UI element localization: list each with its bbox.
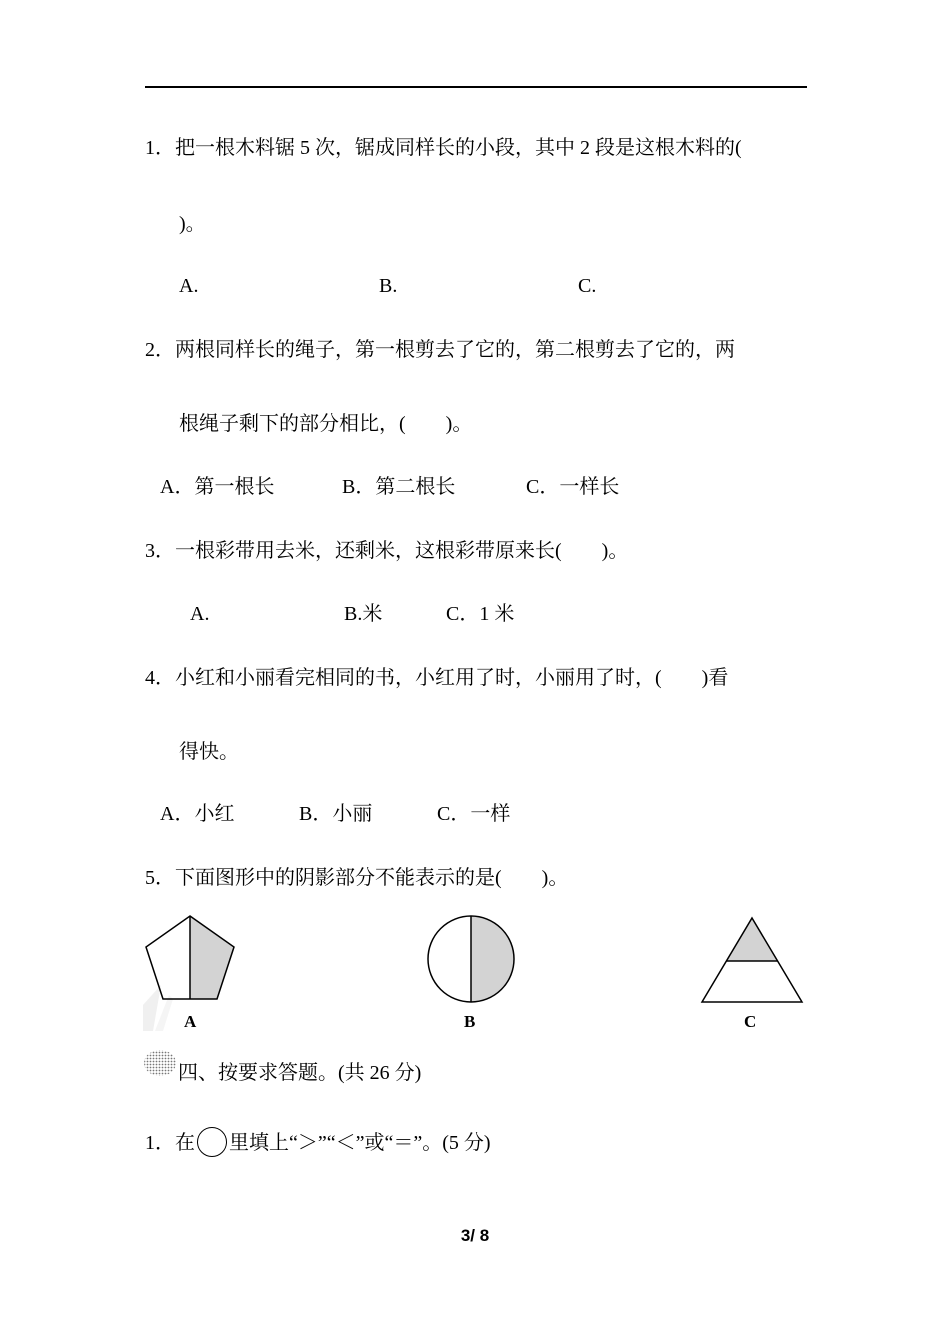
q1-text-line2: )。 bbox=[179, 213, 206, 235]
figure-label-a: A bbox=[184, 1012, 197, 1031]
section-badge-icon bbox=[143, 1048, 177, 1078]
q2-text-line1: 2．两根同样长的绳子，第一根剪去了它的，第二根剪去了它的，两 bbox=[145, 339, 735, 361]
circle-icon[interactable] bbox=[426, 914, 516, 1004]
section-4-q1-suffix: 里填上“＞”“＜”或“＝”。(5 分) bbox=[229, 1132, 491, 1154]
pentagon-icon[interactable] bbox=[144, 914, 236, 1002]
q4-option-c[interactable]: C．一样 bbox=[437, 803, 511, 825]
q3-option-c[interactable]: C．1 米 bbox=[446, 603, 515, 625]
section-4-q1-prefix: 1．在 bbox=[145, 1132, 195, 1154]
q2-text-line2: 根绳子剩下的部分相比，( )。 bbox=[179, 413, 473, 435]
q3-text-line1: 3．一根彩带用去米，还剩米，这根彩带原来长( )。 bbox=[145, 540, 629, 562]
q4-option-b[interactable]: B．小丽 bbox=[299, 803, 373, 825]
q1-option-a[interactable]: A. bbox=[179, 275, 199, 297]
q4-text-line1: 4．小红和小丽看完相同的书，小红用了时，小丽用了时，( )看 bbox=[145, 667, 729, 689]
page-number: 3/ 8 bbox=[460, 1226, 490, 1245]
q2-option-c[interactable]: C．一样长 bbox=[526, 476, 620, 498]
q5-text-line1: 5．下面图形中的阴影部分不能表示的是( )。 bbox=[145, 867, 569, 889]
q3-option-b[interactable]: B.米 bbox=[344, 603, 383, 625]
header-rule bbox=[145, 86, 807, 88]
q1-option-c[interactable]: C. bbox=[578, 275, 597, 297]
q1-option-b[interactable]: B. bbox=[379, 275, 398, 297]
q4-option-a[interactable]: A．小红 bbox=[160, 803, 235, 825]
q3-option-a[interactable]: A. bbox=[190, 603, 210, 625]
figure-label-c: C bbox=[744, 1012, 757, 1031]
q2-option-a[interactable]: A．第一根长 bbox=[160, 476, 275, 498]
triangle-icon[interactable] bbox=[700, 916, 804, 1004]
q4-text-line2: 得快。 bbox=[179, 741, 239, 763]
section-4-q1 bbox=[145, 1127, 491, 1157]
answer-circle-icon[interactable] bbox=[197, 1127, 227, 1157]
q1-text-line1: 1．把一根木料锯 5 次，锯成同样长的小段，其中 2 段是这根木料的( bbox=[145, 137, 742, 159]
figure-label-b: B bbox=[464, 1012, 476, 1031]
section-4-title: 四、按要求答题。(共 26 分) bbox=[178, 1062, 422, 1084]
q2-option-b[interactable]: B．第二根长 bbox=[342, 476, 456, 498]
